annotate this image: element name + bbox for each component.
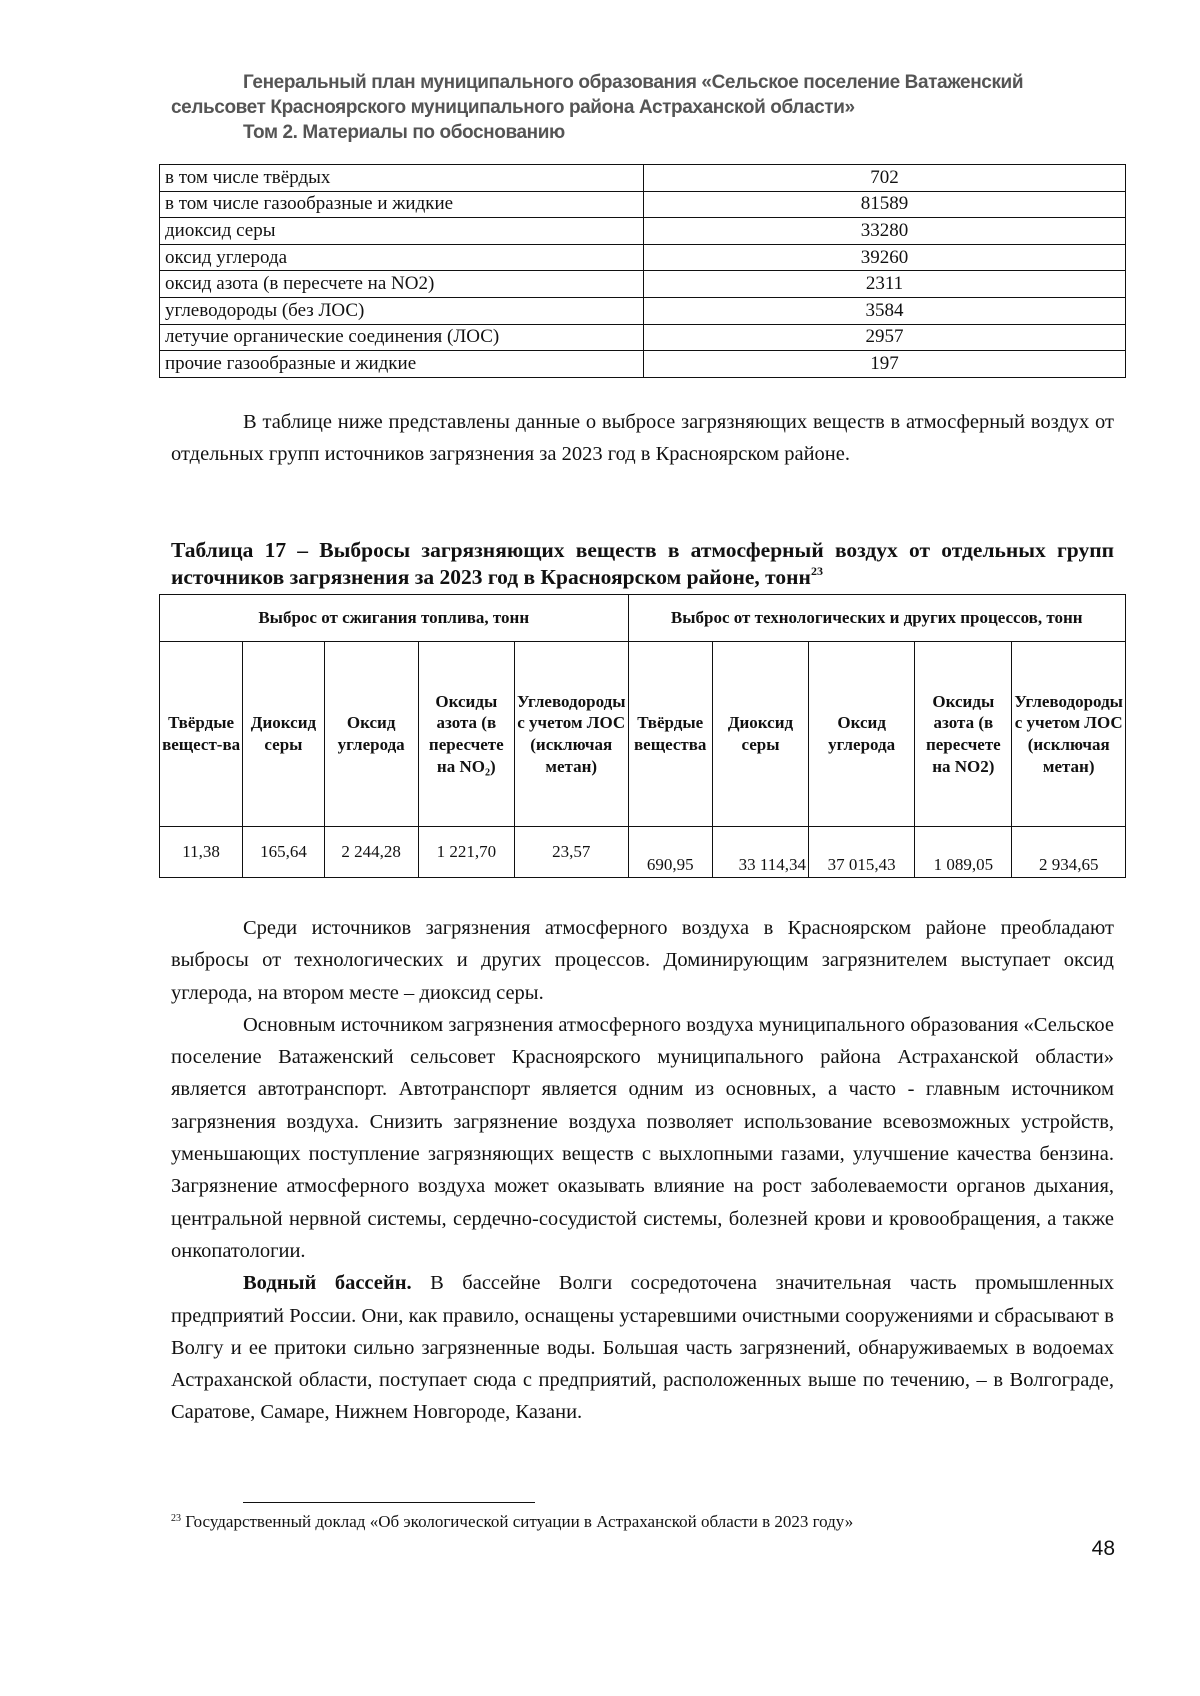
group-header-process: Выброс от технологических и других процессов, тонн	[628, 595, 1126, 642]
table-row	[160, 165, 1126, 192]
table-row	[160, 827, 1126, 878]
footnote-text: Государственный доклад «Об экологической ситуации в Астраханской области в 2023 году»	[185, 1512, 854, 1531]
row-value: 2957	[644, 324, 1126, 351]
page-number: 48	[1091, 1537, 1115, 1560]
row-value: 702	[644, 165, 1126, 192]
paragraph-sources: Среди источников загрязнения атмосферного воздуха в Красноярском районе преобладают выбросы от технологических и других процессов. Доминирующим загрязнителем выступает оксид углерода, на втором месте – диоксид серы.	[171, 917, 1114, 1004]
row-value: 197	[644, 351, 1126, 378]
row-value: 3584	[644, 297, 1126, 324]
paragraph-motor-transport: Основным источником загрязнения атмосферного воздуха муниципального образования «Сельское поселение Ватаженский сельсовет Красноярского муниципального района Астраханской области» является автотранспорт. Автотранспорт является одним из основных, а часто - главным источником загрязнения воздуха. Снизить загрязнение воздуха позволяет использование всевозможных устройств, уменьшающих поступление загрязняющих веществ с выхлопными газами, улучшение качества бензина. Загрязнение атмосферного воздуха может оказывать влияние на рост заболеваемости органов дыхания, центральной нервной системы, сердечно-сосудистой системы, болезней крови и кровообращения, а также онкопатологии.	[171, 1013, 1114, 1262]
footnote	[171, 1510, 1114, 1534]
row-label: диоксид серы	[160, 218, 644, 245]
row-value: 81589	[644, 191, 1126, 218]
column-header: Твёрдые вещества	[628, 642, 712, 827]
table-cell: 690,95	[628, 827, 712, 878]
row-label: в том числе газообразные и жидкие	[160, 191, 644, 218]
water-basin-heading: Водный бассейн.	[243, 1272, 412, 1295]
paragraph-text: В таблице ниже представлены данные о выбросе загрязняющих веществ в атмосферный воздух от отдельных групп источников загрязнения за 2023 год в Красноярском районе.	[171, 411, 1114, 466]
table-row	[160, 297, 1126, 324]
column-header: Углеводороды с учетом ЛОС (исключая метан)	[1012, 642, 1126, 827]
table-cell: 1 089,05	[915, 827, 1012, 878]
table-row	[160, 351, 1126, 378]
header-line-1: Генеральный план муниципального образования «Сельское поселение Ватаженский	[243, 72, 1024, 93]
footnote-ref: 23	[810, 564, 823, 578]
column-header: Оксид углерода	[324, 642, 418, 827]
row-label: летучие органические соединения (ЛОС)	[160, 324, 644, 351]
emissions-summary-table	[159, 164, 1126, 378]
row-value: 39260	[644, 244, 1126, 271]
group-header-fuel: Выброс от сжигания топлива, тонн	[160, 595, 629, 642]
table-row	[160, 271, 1126, 298]
row-label: оксид азота (в пересчете на NO2)	[160, 271, 644, 298]
footnote-divider	[243, 1502, 535, 1503]
row-label: прочие газообразные и жидкие	[160, 351, 644, 378]
header-line-3: Том 2. Материалы по обоснованию	[243, 122, 565, 143]
column-header: Углеводороды с учетом ЛОС (исключая метан)	[514, 642, 628, 827]
row-value: 2311	[644, 271, 1126, 298]
document-header	[171, 70, 1114, 145]
table-cell: 1 221,70	[418, 827, 514, 878]
table-row	[160, 244, 1126, 271]
table-row	[160, 324, 1126, 351]
table-cell: 23,57	[514, 827, 628, 878]
emissions-by-source-table	[159, 594, 1126, 878]
row-value: 33280	[644, 218, 1126, 245]
intro-paragraph	[171, 406, 1114, 471]
column-header: Диоксид серы	[243, 642, 324, 827]
table-cell: 2 934,65	[1012, 827, 1126, 878]
column-header: Оксиды азота (в пересчете на NO2)	[915, 642, 1012, 827]
table-row	[160, 218, 1126, 245]
row-label: оксид углерода	[160, 244, 644, 271]
water-basin-text: В бассейне Волги сосредоточена значительная часть промышленных предприятий России. Они, как правило, оснащены устаревшими очистными сооружениями и сбрасывают в Волгу и ее притоки сильно загрязненные воды. Большая часть загрязнений, обнаруживаемых в водоемах Астраханской области, поступает сюда с предприятий, расположенных выше по течению, – в Волгограде, Саратове, Самаре, Нижнем Новгороде, Казани.	[171, 1272, 1114, 1424]
column-header: Оксид углерода	[809, 642, 915, 827]
footnote-number: 23	[171, 1513, 181, 1524]
table17-caption	[171, 537, 1114, 591]
column-header: Твёрдые вещест-ва	[160, 642, 243, 827]
body-text	[171, 912, 1114, 1429]
header-line-2: сельсовет Красноярского муниципального района Астраханской области»	[171, 97, 855, 118]
column-header: Диоксид серы	[712, 642, 808, 827]
table-column-header-row	[160, 642, 1126, 827]
row-label: углеводороды (без ЛОС)	[160, 297, 644, 324]
table-cell: 11,38	[160, 827, 243, 878]
table-group-header-row	[160, 595, 1126, 642]
row-label: в том числе твёрдых	[160, 165, 644, 192]
table-cell: 2 244,28	[324, 827, 418, 878]
column-header: Оксиды азота (в пересчете на NO₂)	[418, 642, 514, 827]
table-cell: 33 114,34	[712, 827, 808, 878]
paragraph-water-basin	[171, 1267, 1114, 1428]
table-cell: 37 015,43	[809, 827, 915, 878]
table-row	[160, 191, 1126, 218]
caption-text: Таблица 17 – Выбросы загрязняющих веществ в атмосферный воздух от отдельных групп источников загрязнения за 2023 год в Красноярском районе, тонн	[171, 538, 1114, 589]
table-cell: 165,64	[243, 827, 324, 878]
